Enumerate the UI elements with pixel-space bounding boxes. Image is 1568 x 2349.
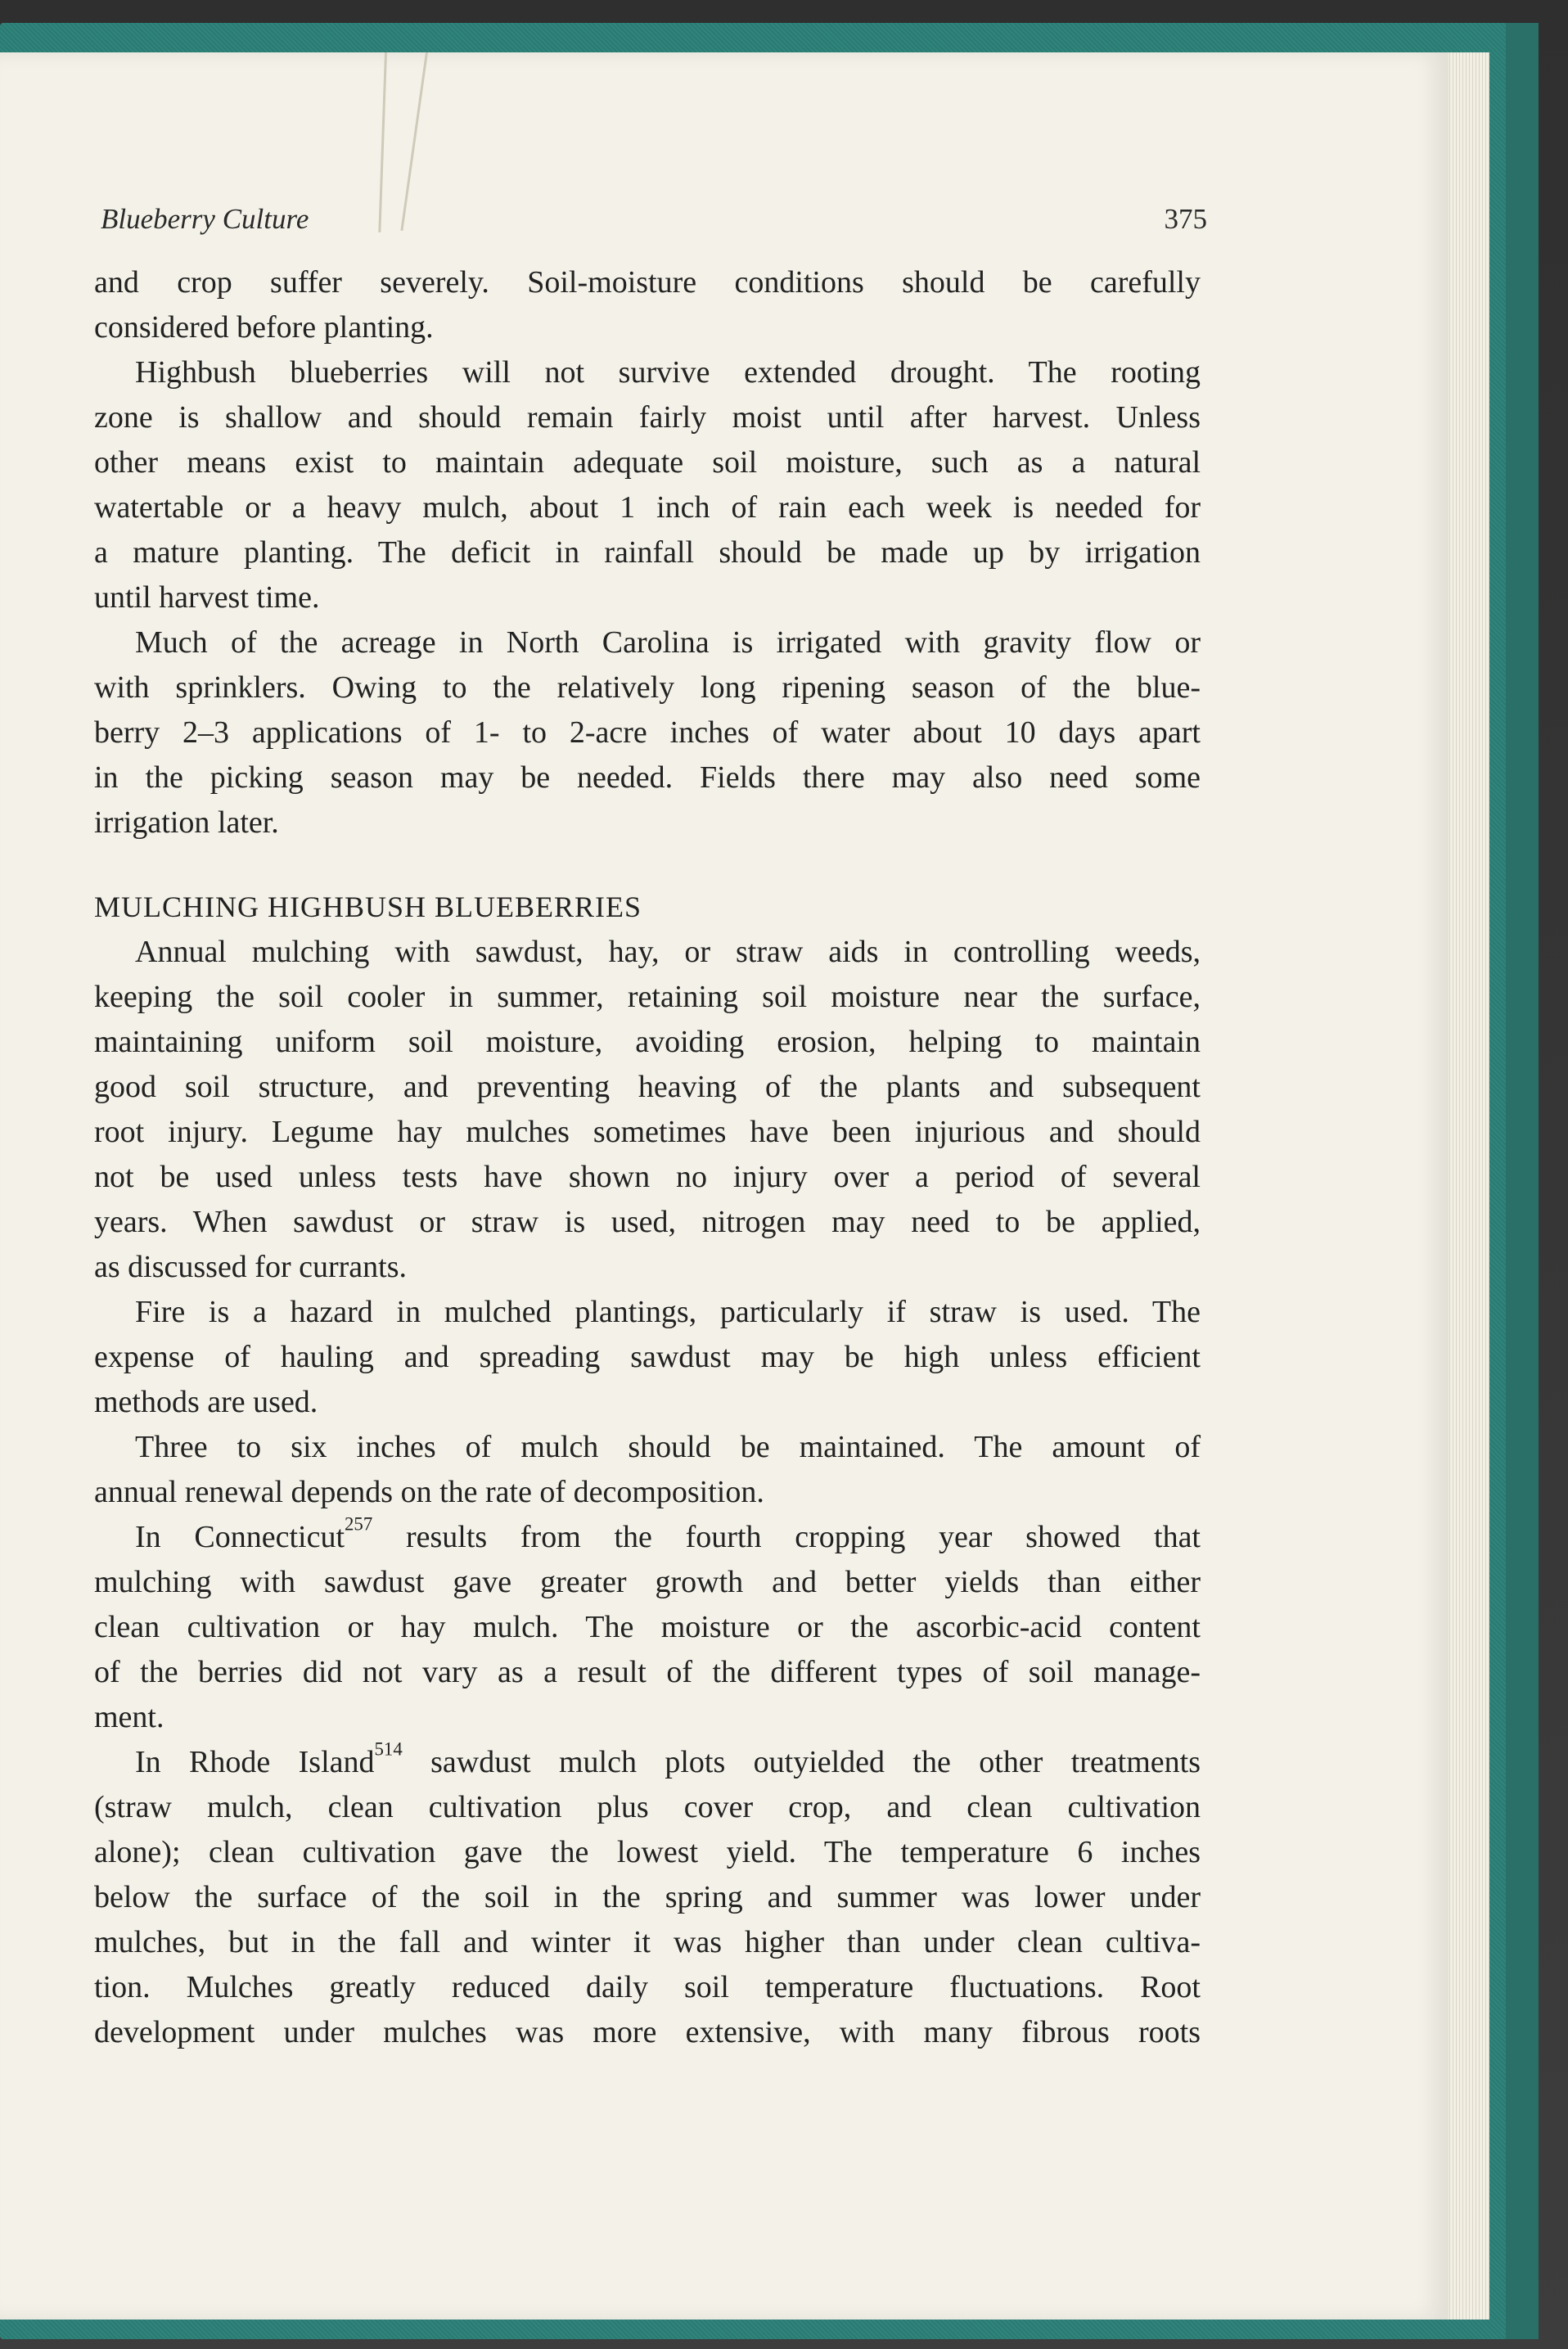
text-line: Three to six inches of mulch should be maintained. The amount of — [135, 1430, 1201, 1464]
citation-superscript: 257 — [345, 1513, 373, 1535]
text-line: development under mulches was more extensive, with many fibrous roots — [94, 2015, 1201, 2049]
text-line: Highbush blueberries will not survive extended drought. The rooting — [135, 355, 1201, 390]
text-line: tion. Mulches greatly reduced daily soil temperature fluctuations. Root — [94, 1970, 1201, 2004]
text-line: other means exist to maintain adequate soil moisture, such as a natural — [94, 445, 1201, 480]
text-line: of the berries did not vary as a result of the different types of soil manage- — [94, 1655, 1201, 1689]
section-heading: MULCHING HIGHBUSH BLUEBERRIES — [94, 890, 642, 923]
text-line: below the surface of the soil in the spring and summer was lower under — [94, 1880, 1201, 1914]
text-line: berry 2–3 applications of 1- to 2-acre inches of water about 10 days apart — [94, 715, 1201, 750]
text-line: years. When sawdust or straw is used, nitrogen may need to be applied, — [94, 1205, 1201, 1239]
text-line: considered before planting. — [94, 310, 434, 345]
page-number: 375 — [1164, 203, 1207, 235]
text-line: in the picking season may be needed. Fields there may also need some — [94, 760, 1201, 795]
text-line: clean cultivation or hay mulch. The moisture or the ascorbic-acid content — [94, 1610, 1201, 1644]
text-line: mulches, but in the fall and winter it was higher than under clean cultiva- — [94, 1925, 1201, 1959]
text-line: root injury. Legume hay mulches sometimes have been injurious and should — [94, 1115, 1201, 1149]
citation-superscript: 514 — [374, 1738, 403, 1760]
text-line: keeping the soil cooler in summer, retaining soil moisture near the surface, — [94, 980, 1201, 1014]
text-line: Annual mulching with sawdust, hay, or straw aids in controlling weeds, — [135, 935, 1201, 969]
running-head: Blueberry Culture — [101, 203, 309, 235]
text-line: not be used unless tests have shown no injury over a period of several — [94, 1160, 1201, 1194]
text-line: irrigation later. — [94, 805, 279, 840]
text-line: ment. — [94, 1700, 164, 1734]
text-line: and crop suffer severely. Soil-moisture conditions should be carefully — [94, 265, 1201, 300]
text-line: (straw mulch, clean cultivation plus cover crop, and clean cultivation — [94, 1790, 1201, 1824]
text-line: good soil structure, and preventing heaving of the plants and subsequent — [94, 1070, 1201, 1104]
text-line: until harvest time. — [94, 580, 320, 615]
text-line: watertable or a heavy mulch, about 1 inch of rain each week is needed for — [94, 490, 1201, 525]
page-header — [101, 203, 1207, 252]
text-line: methods are used. — [94, 1385, 318, 1419]
text-line: mulching with sawdust gave greater growth and better yields than either — [94, 1565, 1201, 1599]
text-line: expense of hauling and spreading sawdust may be high unless efficient — [94, 1340, 1201, 1374]
text-line: zone is shallow and should remain fairly moist until after harvest. Unless — [94, 400, 1201, 435]
text-line: In Rhode Island$^{514}$ sawdust mulch plots outyielded the other treatments — [135, 1738, 1201, 1779]
text-line: maintaining uniform soil moisture, avoiding erosion, helping to maintain — [94, 1025, 1201, 1059]
text-line: as discussed for currants. — [94, 1250, 408, 1284]
text-line: annual renewal depends on the rate of decomposition. — [94, 1475, 764, 1509]
text-line: alone); clean cultivation gave the lowest yield. The temperature 6 inches — [94, 1835, 1201, 1869]
text-line: a mature planting. The deficit in rainfall should be made up by irrigation — [94, 535, 1201, 570]
body-text — [94, 260, 1201, 2055]
text-line: with sprinklers. Owing to the relatively long ripening season of the blue- — [94, 670, 1201, 705]
text-line: Much of the acreage in North Carolina is irrigated with gravity flow or — [135, 625, 1201, 660]
cover-edge — [1506, 23, 1539, 2339]
text-line: In Connecticut$^{257}$ results from the fourth cropping year showed that — [135, 1513, 1201, 1554]
text-line: Fire is a hazard in mulched plantings, particularly if straw is used. The — [135, 1295, 1201, 1329]
